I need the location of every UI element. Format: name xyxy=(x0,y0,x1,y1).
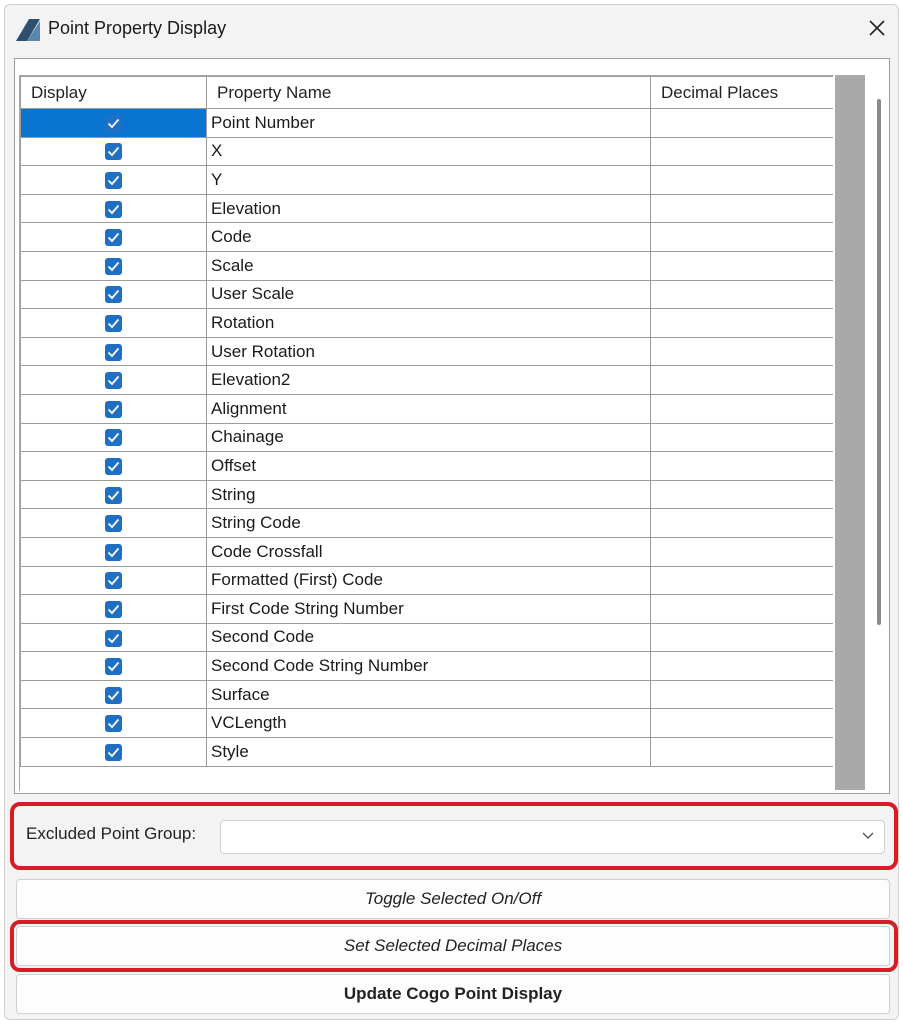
decimal-places-cell[interactable] xyxy=(651,480,834,509)
display-checkbox[interactable] xyxy=(105,544,122,561)
vertical-scrollbar[interactable] xyxy=(877,99,881,625)
property-grid xyxy=(14,58,890,794)
display-checkbox[interactable] xyxy=(105,458,122,475)
decimal-places-cell[interactable] xyxy=(651,423,834,452)
display-checkbox[interactable] xyxy=(105,315,122,332)
table-row[interactable] xyxy=(21,394,834,423)
property-name-cell[interactable]: Code Crossfall xyxy=(207,537,651,566)
table-row[interactable] xyxy=(21,452,834,481)
property-name-cell[interactable]: String xyxy=(207,480,651,509)
property-name-cell[interactable]: X xyxy=(207,137,651,166)
display-checkbox[interactable] xyxy=(105,601,122,618)
display-cell[interactable] xyxy=(21,137,207,166)
decimal-places-cell[interactable] xyxy=(651,537,834,566)
display-checkbox[interactable] xyxy=(105,658,122,675)
table-row[interactable] xyxy=(21,480,834,509)
table-row[interactable] xyxy=(21,709,834,738)
table-row[interactable] xyxy=(21,137,834,166)
display-checkbox[interactable] xyxy=(105,429,122,446)
display-cell[interactable] xyxy=(21,423,207,452)
decimal-places-cell[interactable] xyxy=(651,709,834,738)
display-checkbox[interactable] xyxy=(105,115,122,132)
checkmark-icon xyxy=(107,175,120,186)
decimal-places-cell[interactable] xyxy=(651,566,834,595)
display-checkbox[interactable] xyxy=(105,572,122,589)
display-checkbox[interactable] xyxy=(105,515,122,532)
decimal-places-cell[interactable] xyxy=(651,452,834,481)
display-checkbox[interactable] xyxy=(105,372,122,389)
display-checkbox[interactable] xyxy=(105,143,122,160)
display-checkbox[interactable] xyxy=(105,172,122,189)
property-name-cell[interactable]: Second Code xyxy=(207,623,651,652)
display-cell[interactable] xyxy=(21,595,207,624)
display-cell[interactable] xyxy=(21,223,207,252)
grid-table-area xyxy=(19,75,833,791)
display-checkbox[interactable] xyxy=(105,744,122,761)
chevron-down-icon xyxy=(862,832,874,840)
property-name-cell[interactable]: Y xyxy=(207,166,651,195)
checkmark-icon xyxy=(107,404,120,415)
update-cogo-point-display-button[interactable]: Update Cogo Point Display xyxy=(16,974,890,1014)
property-name-cell[interactable]: String Code xyxy=(207,509,651,538)
checkmark-icon xyxy=(107,232,120,243)
table-row[interactable] xyxy=(21,623,834,652)
decimal-places-cell[interactable] xyxy=(651,623,834,652)
display-cell[interactable] xyxy=(21,194,207,223)
decimal-places-cell[interactable] xyxy=(651,166,834,195)
property-name-cell[interactable]: Second Code String Number xyxy=(207,652,651,681)
checkmark-icon xyxy=(107,518,120,529)
decimal-places-cell[interactable] xyxy=(651,280,834,309)
table-row[interactable] xyxy=(21,309,834,338)
property-name-cell[interactable]: Offset xyxy=(207,452,651,481)
property-table xyxy=(20,76,833,767)
display-checkbox[interactable] xyxy=(105,229,122,246)
close-button[interactable] xyxy=(862,14,892,42)
property-name-cell[interactable]: Surface xyxy=(207,680,651,709)
close-icon xyxy=(869,20,885,36)
decimal-places-cell[interactable] xyxy=(651,194,834,223)
display-cell[interactable] xyxy=(21,280,207,309)
table-row[interactable] xyxy=(21,652,834,681)
decimal-places-cell[interactable] xyxy=(651,509,834,538)
toggle-selected-button[interactable]: Toggle Selected On/Off xyxy=(16,879,890,919)
column-header-decimal-places[interactable]: Decimal Places xyxy=(651,77,834,109)
property-name-cell[interactable]: User Rotation xyxy=(207,337,651,366)
property-name-cell[interactable]: Elevation xyxy=(207,194,651,223)
property-name-cell[interactable]: Alignment xyxy=(207,394,651,423)
decimal-places-cell[interactable] xyxy=(651,337,834,366)
excluded-point-group-dropdown[interactable] xyxy=(220,820,885,854)
decimal-places-cell[interactable] xyxy=(651,652,834,681)
checkmark-icon xyxy=(107,118,120,129)
display-cell[interactable] xyxy=(21,394,207,423)
checkmark-icon xyxy=(107,604,120,615)
table-row[interactable] xyxy=(21,366,834,395)
checkmark-icon xyxy=(107,318,120,329)
property-name-cell[interactable]: Elevation2 xyxy=(207,366,651,395)
display-checkbox[interactable] xyxy=(105,201,122,218)
decimal-places-cell[interactable] xyxy=(651,680,834,709)
decimal-places-cell[interactable] xyxy=(651,223,834,252)
display-cell[interactable] xyxy=(21,509,207,538)
set-decimal-places-button[interactable]: Set Selected Decimal Places xyxy=(16,926,890,966)
decimal-places-cell[interactable] xyxy=(651,366,834,395)
display-cell[interactable] xyxy=(21,652,207,681)
table-row[interactable] xyxy=(21,566,834,595)
checkmark-icon xyxy=(107,375,120,386)
header-row xyxy=(21,77,834,109)
table-row[interactable] xyxy=(21,194,834,223)
display-cell[interactable] xyxy=(21,452,207,481)
column-header-display[interactable]: Display xyxy=(21,77,207,109)
checkmark-icon xyxy=(107,747,120,758)
display-cell[interactable] xyxy=(21,480,207,509)
table-row[interactable] xyxy=(21,251,834,280)
property-name-cell[interactable]: Rotation xyxy=(207,309,651,338)
display-cell[interactable] xyxy=(21,109,207,138)
property-name-cell[interactable]: User Scale xyxy=(207,280,651,309)
table-row[interactable] xyxy=(21,595,834,624)
checkmark-icon xyxy=(107,575,120,586)
grid-scroll-region xyxy=(835,75,865,790)
display-cell[interactable] xyxy=(21,709,207,738)
checkmark-icon xyxy=(107,347,120,358)
display-cell[interactable] xyxy=(21,309,207,338)
property-name-cell[interactable]: Style xyxy=(207,738,651,767)
window-title: Point Property Display xyxy=(48,18,227,38)
table-row[interactable] xyxy=(21,109,834,138)
display-checkbox[interactable] xyxy=(105,487,122,504)
table-row[interactable] xyxy=(21,537,834,566)
property-name-cell[interactable]: Point Number xyxy=(207,109,651,138)
display-cell[interactable] xyxy=(21,537,207,566)
checkmark-icon xyxy=(107,633,120,644)
excluded-point-group-label: Excluded Point Group: xyxy=(26,824,197,843)
display-checkbox[interactable] xyxy=(105,286,122,303)
table-row[interactable] xyxy=(21,223,834,252)
table-row[interactable] xyxy=(21,280,834,309)
table-row[interactable] xyxy=(21,337,834,366)
checkmark-icon xyxy=(107,661,120,672)
checkmark-icon xyxy=(107,690,120,701)
property-name-cell[interactable]: Scale xyxy=(207,251,651,280)
checkmark-icon xyxy=(107,289,120,300)
title-bar xyxy=(5,5,898,51)
display-checkbox[interactable] xyxy=(105,344,122,361)
decimal-places-cell[interactable] xyxy=(651,137,834,166)
property-name-cell[interactable]: VCLength xyxy=(207,709,651,738)
display-cell[interactable] xyxy=(21,337,207,366)
display-cell[interactable] xyxy=(21,166,207,195)
decimal-places-cell[interactable] xyxy=(651,595,834,624)
display-cell[interactable] xyxy=(21,566,207,595)
decimal-places-cell[interactable] xyxy=(651,738,834,767)
table-row[interactable] xyxy=(21,423,834,452)
property-name-cell[interactable]: Code xyxy=(207,223,651,252)
checkmark-icon xyxy=(107,146,120,157)
checkmark-icon xyxy=(107,204,120,215)
civil-app-icon xyxy=(16,19,40,41)
display-cell[interactable] xyxy=(21,366,207,395)
checkmark-icon xyxy=(107,461,120,472)
checkmark-icon xyxy=(107,432,120,443)
checkmark-icon xyxy=(107,547,120,558)
checkmark-icon xyxy=(107,718,120,729)
table-row[interactable] xyxy=(21,738,834,767)
highlight-decimal-button xyxy=(10,920,898,972)
display-checkbox[interactable] xyxy=(105,715,122,732)
display-cell[interactable] xyxy=(21,623,207,652)
decimal-places-cell[interactable] xyxy=(651,251,834,280)
display-checkbox[interactable] xyxy=(105,687,122,704)
property-name-cell[interactable]: First Code String Number xyxy=(207,595,651,624)
decimal-places-cell[interactable] xyxy=(651,109,834,138)
display-cell[interactable] xyxy=(21,251,207,280)
column-header-property-name[interactable]: Property Name xyxy=(207,77,651,109)
table-row[interactable] xyxy=(21,509,834,538)
checkmark-icon xyxy=(107,490,120,501)
property-name-cell[interactable]: Chainage xyxy=(207,423,651,452)
display-cell[interactable] xyxy=(21,680,207,709)
display-checkbox[interactable] xyxy=(105,401,122,418)
decimal-places-cell[interactable] xyxy=(651,309,834,338)
checkmark-icon xyxy=(107,261,120,272)
decimal-places-cell[interactable] xyxy=(651,394,834,423)
display-cell[interactable] xyxy=(21,738,207,767)
property-name-cell[interactable]: Formatted (First) Code xyxy=(207,566,651,595)
table-row[interactable] xyxy=(21,166,834,195)
display-checkbox[interactable] xyxy=(105,258,122,275)
table-row[interactable] xyxy=(21,680,834,709)
display-checkbox[interactable] xyxy=(105,630,122,647)
